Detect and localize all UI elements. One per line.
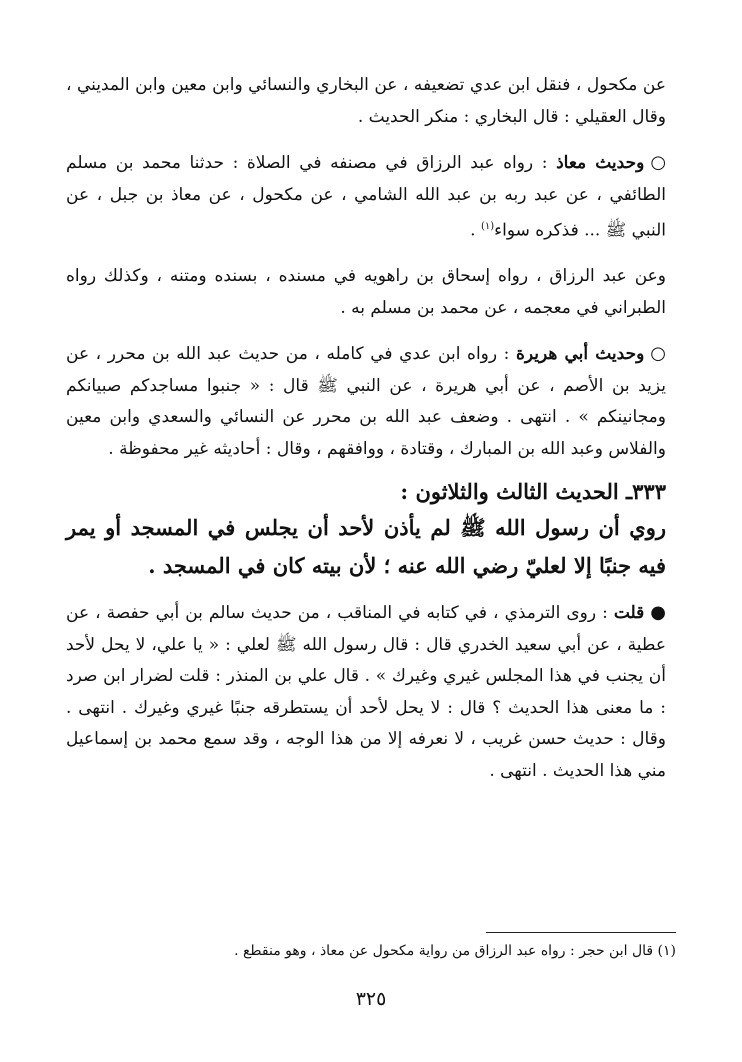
filled-bullet-icon: ●	[650, 602, 667, 624]
circle-bullet-icon: ○	[650, 152, 667, 173]
paragraph-abu-hurayra-lead: وحديث أبي هريرة	[516, 344, 645, 365]
paragraph-muadh-text: : رواه عبد الرزاق في مصنفه في الصلاة : حدثنا محمد بن مسلم الطائفي ، عن عبد ربه بن عبد الله الشامي ، عن مكحول ، عن معاذ بن جبل ، عن النبي ﷺ ... فذكره سواء	[66, 153, 666, 241]
paragraph-abu-hurayra-text: : رواه ابن عدي في كامله ، من حديث عبد الله بن محرر ، عن يزيد بن الأصم ، عن أبي هريرة ، عن النبي ﷺ قال : « جنبوا مساجدكم صبيانكم ومجانينكم » . انتهى . وضعف عبد الله بن محرر عن النسائي والسعدي وابن معين والفلاس وعبد الله بن المبارك ، وقتادة ، ووافقهم ، وقال : أحاديثه غير محفوظة .	[66, 344, 666, 459]
hadith-text: روي أن رسول الله ﷺ لم يأذن لأحد أن يجلس في المسجد أو يمر فيه جنبًا إلا لعليّ رضي الله عنه ؛ لأن بيته كان في المسجد .	[66, 515, 666, 579]
footnote	[76, 940, 676, 962]
paragraph-muadh-end: .	[470, 220, 481, 241]
paragraph-abdulrazzaq-text: وعن عبد الرزاق ، رواه إسحاق بن راهويه في مسنده ، بسنده ومتنه ، وكذلك رواه الطبراني في معجمه ، عن محمد بن مسلم به .	[66, 266, 666, 318]
circle-bullet-icon: ○	[650, 343, 667, 365]
footnote-marker: (١)	[657, 943, 676, 959]
paragraph-qultu	[66, 597, 666, 787]
paragraph-muadh-lead: وحديث معاذ	[556, 153, 645, 173]
page-body	[66, 70, 666, 801]
paragraph-1	[66, 70, 666, 133]
footnote-ref: (١)	[480, 221, 495, 232]
paragraph-abu-hurayra	[66, 338, 666, 465]
page-number: ٣٢٥	[355, 988, 387, 1010]
footnote-divider	[486, 932, 676, 933]
paragraph-1-text: عن مكحول ، فنقل ابن عدي تضعيفه ، عن البخاري والنسائي وابن معين وابن المديني ، وقال العقيلي : قال البخاري : منكر الحديث .	[66, 75, 666, 127]
paragraph-muadh	[66, 147, 666, 247]
paragraph-abdulrazzaq	[66, 261, 666, 324]
hadith-heading: ٣٣٣ـ الحديث الثالث والثلاثون :	[400, 479, 666, 505]
paragraph-qultu-lead: قلت	[613, 603, 645, 624]
paragraph-qultu-text: : روى الترمذي ، في كتابه في المناقب ، من حديث سالم بن أبي حفصة ، عن عطية ، عن أبي سعيد الخدري قال : قال رسول الله ﷺ لعلي : « يا علي، لا يحل لأحد أن يجنب في هذا المجلس غيري وغيرك » . قال علي بن المنذر : قلت لضرار ابن صرد : ما معنى هذا الحديث ؟ قال : لا يحل لأحد أن يستطرقه جنبًا غيري وغيرك . انتهى . وقال : حديث حسن غريب ، لا نعرفه إلا من هذا الوجه ، وقد سمع محمد بن إسماعيل مني هذا الحديث . انتهى .	[66, 603, 666, 781]
footnote-text: قال ابن حجر : رواه عبد الرزاق من رواية مكحول عن معاذ ، وهو منقطع .	[234, 943, 654, 959]
